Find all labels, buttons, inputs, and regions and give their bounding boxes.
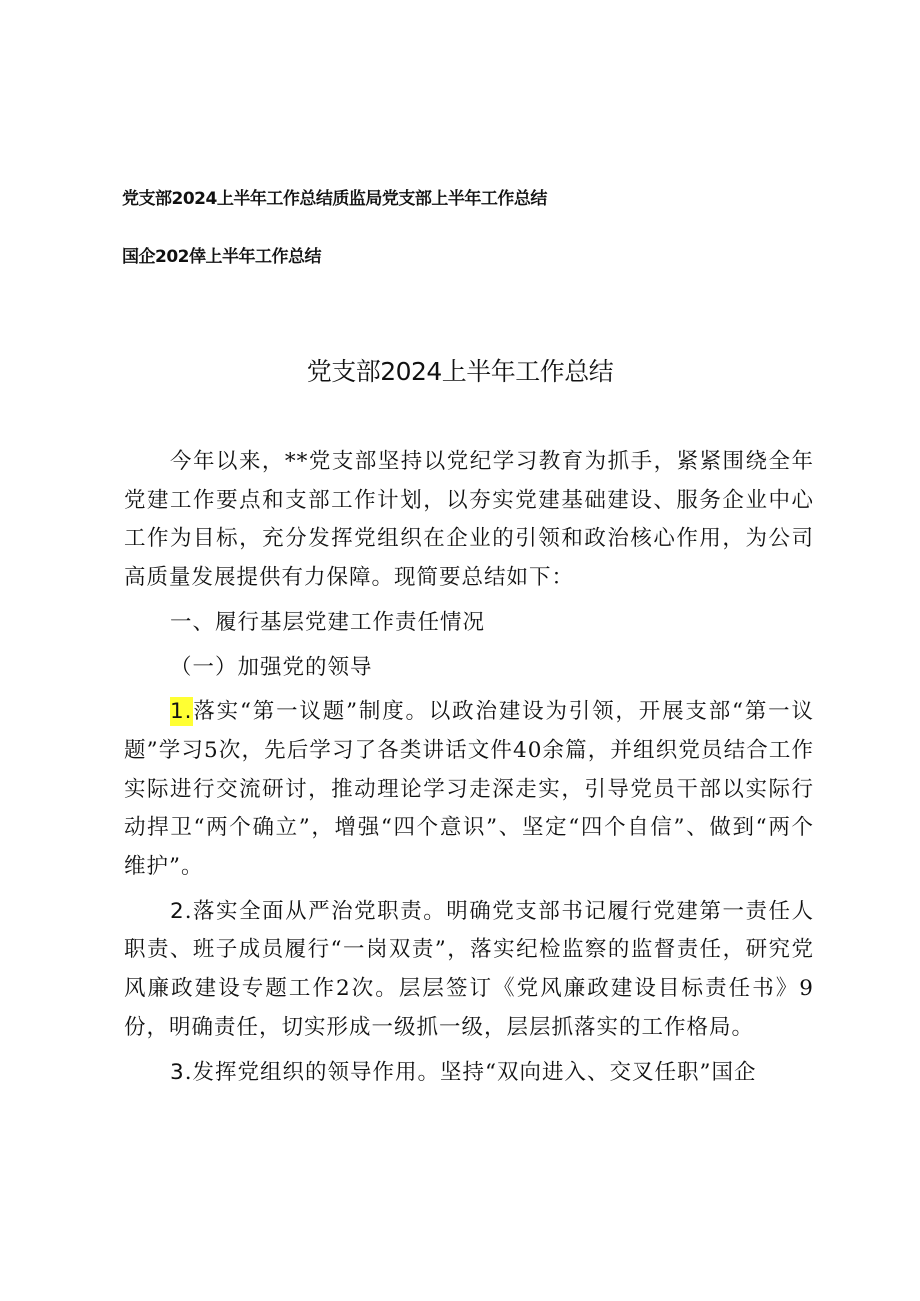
item-paragraph-1 [124, 693, 814, 887]
item-paragraph-3 [124, 1054, 814, 1093]
header-title-line-1: 党支部2024上半年工作总结质监局党支部上半年工作总结 [122, 189, 547, 209]
item-number-3: 3 [170, 1059, 185, 1085]
document-title: 党支部2024上半年工作总结 [306, 357, 614, 386]
intro-paragraph: 今年以来，**党支部坚持以党纪学习教育为抓手，紧紧围绕全年党建工作要点和支部工作计划，以夯实党建基础建设、服务企业中心工作为目标，充分发挥党组织在企业的引领和政治核心作用，为公司高质量发展提供有力保障。现简要总结如下： [124, 449, 814, 591]
section-heading-1: 一、履行基层党建工作责任情况 [170, 609, 486, 635]
item-text-1: 落实“第一议题”制度。以政治建设为引领，开展支部“第一议题”学习5次，先后学习了各类讲话文件40余篇，并组织党员结合工作实际进行交流研讨，推动理论学习走深走实，引导党员干部以实际行动捍卫“两个确立”，增强“四个意识”、坚定“四个自信”、做到“两个维护”。 [124, 699, 814, 880]
subsection-heading-1: （一）加强党的领导 [170, 654, 373, 680]
item-text-3: .发挥党组织的领导作用。坚持“双向进入、交叉任职”国企 [184, 1059, 757, 1085]
item-number-1: 1. [170, 699, 193, 725]
header-title-line-2: 国企202倖上半年工作总结 [122, 247, 321, 267]
item-text-2: .落实全面从严治党职责。明确党支部书记履行党建第一责任人职责、班子成员履行“一岗双责”，落实纪检监察的监督责任，研究党风廉政建设专题工作2次。层层签订《党风廉政建设目标责任书》9份，明确责任，切实形成一级抓一级，层层抓落实的工作格局。 [124, 898, 814, 1040]
document-body [124, 443, 814, 1098]
item-paragraph-2 [124, 893, 814, 1048]
item-number-2: 2 [170, 898, 185, 924]
